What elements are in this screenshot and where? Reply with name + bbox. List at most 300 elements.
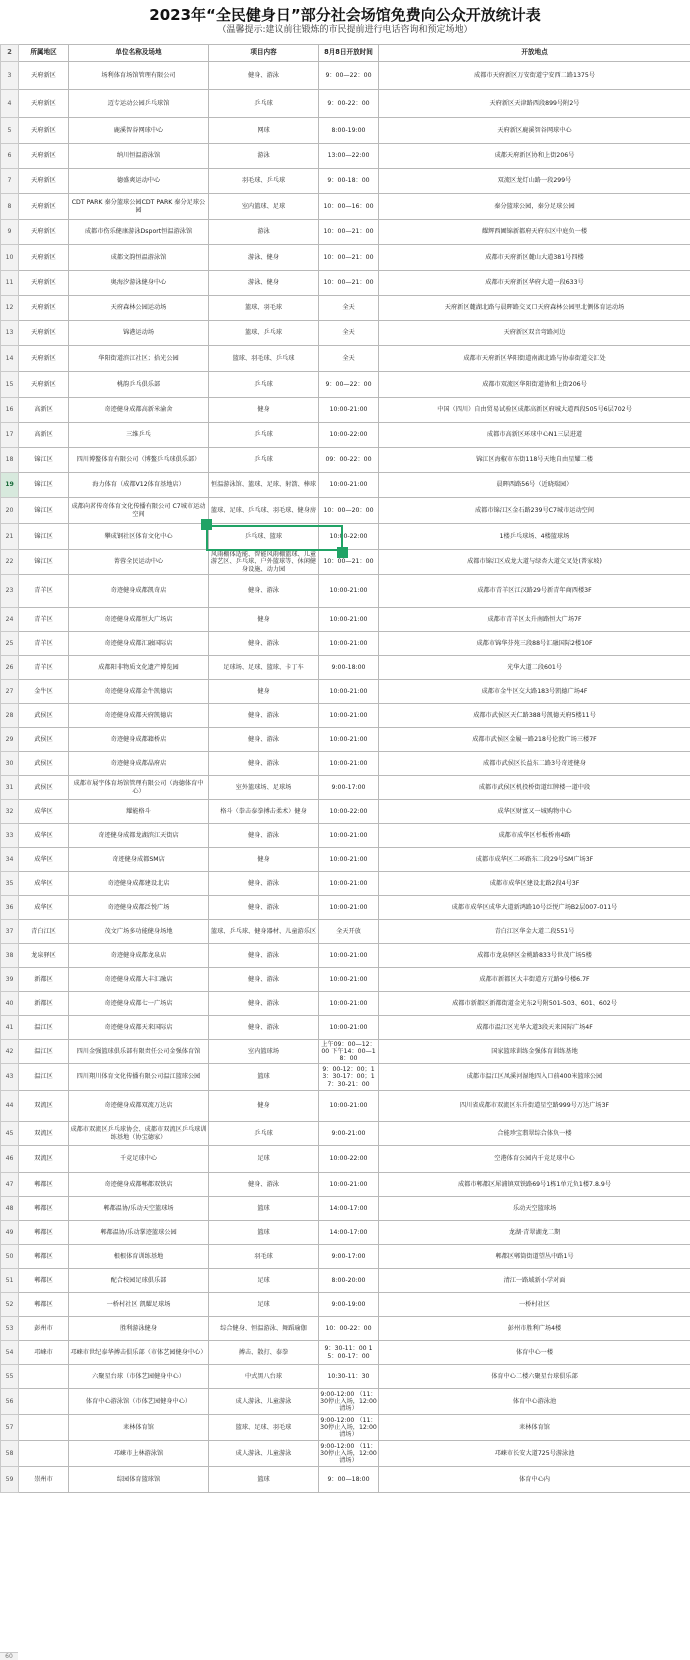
cell-place[interactable]: 成都市青羊区江汉路29号新青年商西楼3F	[379, 575, 690, 608]
row-number[interactable]: 44	[1, 1091, 19, 1122]
cell-time[interactable]: 9：00-22：00	[319, 90, 379, 118]
row-number[interactable]: 52	[1, 1293, 19, 1317]
selection-handle[interactable]	[201, 519, 212, 530]
cell-time[interactable]: 13:00—22:00	[319, 144, 379, 169]
cell-unit[interactable]: 成都文韵恒温游泳馆	[69, 245, 209, 271]
cell-unit[interactable]: 天府森林公园运动场	[69, 296, 209, 321]
cell-item[interactable]: 健身	[209, 1091, 319, 1122]
cell-area[interactable]: 锦江区	[19, 498, 69, 524]
cell-area[interactable]: 锦江区	[19, 524, 69, 550]
row-number[interactable]: 6	[1, 144, 19, 169]
cell-place[interactable]: 中国（四川）自由贸易试验区成都高新区府城大道西段505号6层702号	[379, 398, 690, 423]
cell-time[interactable]: 10：00-22：00	[319, 1317, 379, 1341]
row-number[interactable]: 14	[1, 346, 19, 372]
cell-area[interactable]	[19, 1365, 69, 1389]
cell-item[interactable]: 健身	[209, 398, 319, 423]
selection-handle[interactable]	[337, 547, 348, 558]
cell-unit[interactable]: 桃韵乒乓俱乐部	[69, 372, 209, 398]
row-number[interactable]: 16	[1, 398, 19, 423]
cell-unit[interactable]: 锦港运动场	[69, 321, 209, 346]
cell-area[interactable]	[19, 1415, 69, 1441]
cell-area[interactable]: 天府新区	[19, 90, 69, 118]
row-number[interactable]: 30	[1, 752, 19, 776]
row-number[interactable]: 27	[1, 680, 19, 704]
cell-place[interactable]: 晨晖西路56号（近晓瑞园）	[379, 473, 690, 498]
cell-time[interactable]: 10:00-21:00	[319, 872, 379, 896]
column-header-item[interactable]: 项目内容	[209, 45, 319, 62]
cell-unit[interactable]: 奇迹健身成都汇融国际店	[69, 632, 209, 656]
row-number[interactable]: 60	[0, 1652, 18, 1660]
cell-item[interactable]: 健身、游泳	[209, 632, 319, 656]
column-header-place[interactable]: 开放地点	[379, 45, 690, 62]
cell-place[interactable]: 天府新区鹿溪智谷网球中心	[379, 118, 690, 144]
cell-time[interactable]: 10:00-21:00	[319, 575, 379, 608]
cell-unit[interactable]: 配合校园足球俱乐部	[69, 1269, 209, 1293]
cell-unit[interactable]: 成都市展宇体育场馆管理有限公司（海德体育中心）	[69, 776, 209, 800]
cell-time[interactable]: 9：00-18：00	[319, 169, 379, 194]
cell-place[interactable]: 郫都区郫筒街道望丛中路1号	[379, 1245, 690, 1269]
cell-item[interactable]: 足球	[209, 1293, 319, 1317]
cell-unit[interactable]: 纳川恒温游泳馆	[69, 144, 209, 169]
row-number[interactable]: 33	[1, 824, 19, 848]
cell-item[interactable]: 健身、游泳	[209, 1173, 319, 1197]
cell-item[interactable]: 乒乓球	[209, 372, 319, 398]
cell-area[interactable]: 武侯区	[19, 704, 69, 728]
cell-item[interactable]: 乒乓球	[209, 90, 319, 118]
row-number[interactable]: 20	[1, 498, 19, 524]
cell-item[interactable]: 篮球	[209, 1064, 319, 1091]
cell-time[interactable]: 14:00-17:00	[319, 1221, 379, 1245]
row-number[interactable]: 34	[1, 848, 19, 872]
cell-unit[interactable]: 千竞足球中心	[69, 1146, 209, 1173]
cell-area[interactable]: 天府新区	[19, 62, 69, 90]
cell-unit[interactable]: 菁蓉全民运动中心	[69, 550, 209, 575]
cell-area[interactable]: 武侯区	[19, 728, 69, 752]
cell-time[interactable]: 全天	[319, 321, 379, 346]
cell-item[interactable]: 羽毛球	[209, 1245, 319, 1269]
cell-item[interactable]: 健身	[209, 680, 319, 704]
cell-place[interactable]: 合能珍宝翡翠综合体负一楼	[379, 1122, 690, 1146]
cell-time[interactable]: 10：00—21：00	[319, 245, 379, 271]
cell-area[interactable]: 天府新区	[19, 271, 69, 296]
cell-time[interactable]: 10:00-21:00	[319, 944, 379, 968]
cell-area[interactable]: 天府新区	[19, 194, 69, 220]
cell-place[interactable]: 天府新区麓湖北路与晨晖路交叉口天府森林公园里北侧体育运动场	[379, 296, 690, 321]
cell-unit[interactable]: 成都市双流区乒乓球协会、成都市双流区乒乓球训练基地（协宝德家）	[69, 1122, 209, 1146]
cell-time[interactable]: 全天开放	[319, 920, 379, 944]
cell-place[interactable]: 成都市锦江区金石路239号C7城市运动空间	[379, 498, 690, 524]
row-number[interactable]: 47	[1, 1173, 19, 1197]
cell-place[interactable]: 成都市成华区建设北路2段4号3F	[379, 872, 690, 896]
cell-time[interactable]: 9:00-17:00	[319, 776, 379, 800]
row-number[interactable]: 4	[1, 90, 19, 118]
row-number[interactable]: 50	[1, 1245, 19, 1269]
column-header-time[interactable]: 8月8日开放时间	[319, 45, 379, 62]
row-number[interactable]: 40	[1, 992, 19, 1016]
cell-place[interactable]: 成都市成华区成华大道新鸿路10号泛悦广场B2层007-011号	[379, 896, 690, 920]
cell-area[interactable]: 锦江区	[19, 448, 69, 473]
cell-place[interactable]: 成都市高新区环球中心N1三层进道	[379, 423, 690, 448]
row-number[interactable]: 5	[1, 118, 19, 144]
cell-place[interactable]: 空港体育公园内千竞足球中心	[379, 1146, 690, 1173]
cell-place[interactable]: 体育中心内	[379, 1467, 690, 1493]
cell-item[interactable]: 足球	[209, 1269, 319, 1293]
cell-time[interactable]: 10:00-21:00	[319, 632, 379, 656]
cell-unit[interactable]: 奇迹健身成都双流万达店	[69, 1091, 209, 1122]
cell-time[interactable]: 10:00-21:00	[319, 398, 379, 423]
cell-place[interactable]: 成都市温江区光华大道3段天来国际广场4F	[379, 1016, 690, 1040]
cell-place[interactable]: 成都市郫都区犀浦镇双铁路69号1栋1单元负1楼7.8.9号	[379, 1173, 690, 1197]
cell-time[interactable]: 10:00-21:00	[319, 848, 379, 872]
cell-area[interactable]: 高新区	[19, 423, 69, 448]
cell-area[interactable]: 武侯区	[19, 752, 69, 776]
cell-item[interactable]: 健身、游泳	[209, 968, 319, 992]
cell-area[interactable]: 天府新区	[19, 245, 69, 271]
row-number[interactable]: 19	[1, 473, 19, 498]
cell-time[interactable]: 10:30-11：30	[319, 1365, 379, 1389]
row-number[interactable]: 23	[1, 575, 19, 608]
cell-unit[interactable]: 奇迹健身成都晶府店	[69, 752, 209, 776]
cell-item[interactable]: 健身、游泳	[209, 575, 319, 608]
cell-item[interactable]: 健身、游泳	[209, 728, 319, 752]
cell-area[interactable]: 双流区	[19, 1122, 69, 1146]
cell-item[interactable]: 室内篮球、足球	[209, 194, 319, 220]
column-header-area[interactable]: 所属地区	[19, 45, 69, 62]
cell-time[interactable]: 9：30-11：00 15：00-17：00	[319, 1341, 379, 1365]
cell-item[interactable]: 健身、游泳	[209, 752, 319, 776]
cell-unit[interactable]: 邛崃市世纪泰华搏击俱乐部（市体艺园健身中心）	[69, 1341, 209, 1365]
cell-area[interactable]: 新都区	[19, 968, 69, 992]
cell-item[interactable]: 乒乓球	[209, 1122, 319, 1146]
cell-place[interactable]: 成都市锦华芬苑三段88号汇融国际2楼10F	[379, 632, 690, 656]
cell-item[interactable]: 恒温游泳馆、篮球、足球、射箭、棒球	[209, 473, 319, 498]
cell-time[interactable]: 10:00-22:00	[319, 1146, 379, 1173]
cell-time[interactable]: 09：00-22：00	[319, 448, 379, 473]
cell-place[interactable]: 天府新区天津路西段899号附2号	[379, 90, 690, 118]
cell-place[interactable]: 成都市温江区凤溪河湿地四入口前400米篮球公园	[379, 1064, 690, 1091]
cell-area[interactable]: 崇州市	[19, 1467, 69, 1493]
cell-unit[interactable]: 奇迹健身成都建设北店	[69, 872, 209, 896]
cell-area[interactable]: 龙泉驿区	[19, 944, 69, 968]
cell-time[interactable]: 9：00—22：00	[319, 372, 379, 398]
cell-place[interactable]: 清江一路域新小学对面	[379, 1269, 690, 1293]
cell-time[interactable]: 8:00-19:00	[319, 118, 379, 144]
cell-unit[interactable]: 奥海汐游泳健身中心	[69, 271, 209, 296]
cell-place[interactable]: 成都市新都区新都街道金光东2号附501-503、601、602号	[379, 992, 690, 1016]
cell-unit[interactable]: 迈专运动公园乒乓球馆	[69, 90, 209, 118]
cell-time[interactable]: 10:00-21:00	[319, 704, 379, 728]
row-number[interactable]: 2	[1, 45, 19, 62]
cell-place[interactable]: 光华大道二段601号	[379, 656, 690, 680]
cell-unit[interactable]: 奇迹健身成都郫都双铁店	[69, 1173, 209, 1197]
cell-place[interactable]: 成都市武侯区机投桥街道红牌楼一道中段	[379, 776, 690, 800]
cell-area[interactable]	[19, 1441, 69, 1467]
row-number[interactable]: 7	[1, 169, 19, 194]
cell-unit[interactable]: 邛崃市上林游泳馆	[69, 1441, 209, 1467]
row-number[interactable]: 3	[1, 62, 19, 90]
cell-unit[interactable]: 四川金强篮球俱乐部有限责任公司金强体育馆	[69, 1040, 209, 1064]
cell-unit[interactable]: 胜利游泳健身	[69, 1317, 209, 1341]
row-number[interactable]: 59	[1, 1467, 19, 1493]
row-number[interactable]: 21	[1, 524, 19, 550]
cell-time[interactable]: 10:00-21:00	[319, 896, 379, 920]
cell-time[interactable]: 9：00-12：00；13：30-17：00；17：30-21：00	[319, 1064, 379, 1091]
row-number[interactable]: 11	[1, 271, 19, 296]
cell-place[interactable]: 成都市武侯区长益东二路3号奇迹健身	[379, 752, 690, 776]
cell-unit[interactable]: 海力体育（成都V12体育基地店）	[69, 473, 209, 498]
cell-unit[interactable]: 奇迹健身成都泛悦广场	[69, 896, 209, 920]
cell-time[interactable]: 10:00-21:00	[319, 968, 379, 992]
cell-place[interactable]: 耀辉西圃锦新都府天府东区中庭负一楼	[379, 220, 690, 245]
cell-place[interactable]: 成都市天府新区华府大道一段633号	[379, 271, 690, 296]
cell-time[interactable]: 9:00-12:00 （11：30停止入场，12:00清场）	[319, 1415, 379, 1441]
cell-time[interactable]: 9:00-18:00	[319, 656, 379, 680]
cell-area[interactable]: 温江区	[19, 1016, 69, 1040]
cell-area[interactable]: 郫都区	[19, 1293, 69, 1317]
cell-time[interactable]: 9:00-19:00	[319, 1293, 379, 1317]
cell-unit[interactable]: 华阳街道滨江社区；拾光公园	[69, 346, 209, 372]
cell-unit[interactable]: 成都市伤乐健康游泳Dsport恒温游泳馆	[69, 220, 209, 245]
cell-item[interactable]: 健身、游泳	[209, 944, 319, 968]
cell-place[interactable]: 成都市天府新区华阳街道南湖北路与协泰街道交汇处	[379, 346, 690, 372]
cell-place[interactable]: 成都市武侯区金履一路218号伦敦广场三楼7F	[379, 728, 690, 752]
cell-item[interactable]: 足球场、足球、篮球、卡丁车	[209, 656, 319, 680]
row-number[interactable]: 38	[1, 944, 19, 968]
row-number[interactable]: 28	[1, 704, 19, 728]
row-number[interactable]: 31	[1, 776, 19, 800]
cell-item[interactable]: 中式黑八台球	[209, 1365, 319, 1389]
cell-item[interactable]: 健身、游泳	[209, 62, 319, 90]
cell-place[interactable]: 成都市成华区二环路东二段29号SM广场3F	[379, 848, 690, 872]
cell-area[interactable]: 天府新区	[19, 144, 69, 169]
cell-place[interactable]: 乐动天空篮球场	[379, 1197, 690, 1221]
cell-time[interactable]: 10：00—20：00	[319, 498, 379, 524]
cell-place[interactable]: 体育中心游泳池	[379, 1389, 690, 1415]
cell-time[interactable]: 全天	[319, 296, 379, 321]
cell-time[interactable]: 全天	[319, 346, 379, 372]
cell-unit[interactable]: 奇迹健身成都凯奇店	[69, 575, 209, 608]
cell-time[interactable]: 10:00-22:00	[319, 423, 379, 448]
cell-unit[interactable]: 耒林体育馆	[69, 1415, 209, 1441]
cell-item[interactable]: 游泳	[209, 144, 319, 169]
cell-item[interactable]: 游泳、健身	[209, 271, 319, 296]
cell-unit[interactable]: 一桥村社区 凯耀足球场	[69, 1293, 209, 1317]
cell-place[interactable]: 成都市双流区华阳街道协和上街206号	[379, 372, 690, 398]
cell-area[interactable]: 锦江区	[19, 550, 69, 575]
cell-time[interactable]: 9：00—18:00	[319, 1467, 379, 1493]
cell-place[interactable]: 成华区财富又一城购物中心	[379, 800, 690, 824]
cell-item[interactable]: 乒乓球	[209, 448, 319, 473]
cell-time[interactable]: 9:00-12:00 （11：30停止入场，12:00清场）	[319, 1441, 379, 1467]
cell-item[interactable]: 综合健身、恒温游泳、舞蹈瑜伽	[209, 1317, 319, 1341]
column-header-unit[interactable]: 单位名称及场地	[69, 45, 209, 62]
cell-place[interactable]: 成都市锦江区成龙大道与绿杏大道交叉处(普家坡)	[379, 550, 690, 575]
row-number[interactable]: 26	[1, 656, 19, 680]
cell-area[interactable]: 锦江区	[19, 473, 69, 498]
cell-item[interactable]: 健身、游泳	[209, 992, 319, 1016]
cell-area[interactable]: 郫都区	[19, 1245, 69, 1269]
row-number[interactable]: 29	[1, 728, 19, 752]
cell-area[interactable]: 青羊区	[19, 656, 69, 680]
row-number[interactable]: 25	[1, 632, 19, 656]
cell-place[interactable]: 成都市青羊区太升南路恒大广场7F	[379, 608, 690, 632]
cell-place[interactable]: 青白江区华金大道二段551号	[379, 920, 690, 944]
cell-item[interactable]: 游泳	[209, 220, 319, 245]
row-number[interactable]: 45	[1, 1122, 19, 1146]
cell-place[interactable]: 秦分篮球公园，秦分足球公园	[379, 194, 690, 220]
cell-area[interactable]: 双流区	[19, 1146, 69, 1173]
cell-area[interactable]: 天府新区	[19, 118, 69, 144]
cell-area[interactable]: 青羊区	[19, 575, 69, 608]
cell-time[interactable]: 10:00-21:00	[319, 728, 379, 752]
cell-unit[interactable]: 三维乒乓	[69, 423, 209, 448]
cell-place[interactable]: 成都市成华区杉板桥南4路	[379, 824, 690, 848]
cell-area[interactable]: 成华区	[19, 800, 69, 824]
cell-unit[interactable]: 奇迹健身成都高新米渝舍	[69, 398, 209, 423]
cell-area[interactable]: 高新区	[19, 398, 69, 423]
cell-item[interactable]: 篮球	[209, 1197, 319, 1221]
cell-unit[interactable]: 奇迹健身成都天来国际店	[69, 1016, 209, 1040]
cell-item[interactable]: 乒乓球	[209, 423, 319, 448]
cell-unit[interactable]: 奇迹健身成都龙泉店	[69, 944, 209, 968]
row-number[interactable]: 58	[1, 1441, 19, 1467]
row-number[interactable]: 9	[1, 220, 19, 245]
cell-time[interactable]: 9：00—22：00	[319, 62, 379, 90]
cell-time[interactable]: 10:00-21:00	[319, 1173, 379, 1197]
row-number[interactable]: 13	[1, 321, 19, 346]
cell-time[interactable]: 10:00-21:00	[319, 473, 379, 498]
cell-place[interactable]: 成都天府新区协和上街206号	[379, 144, 690, 169]
cell-time[interactable]: 10：00—16：00	[319, 194, 379, 220]
cell-item[interactable]: 网球	[209, 118, 319, 144]
row-number[interactable]: 43	[1, 1064, 19, 1091]
cell-unit[interactable]: 奇迹健身成都龙湖滨江天街店	[69, 824, 209, 848]
row-number[interactable]: 22	[1, 550, 19, 575]
cell-item[interactable]: 健身、游泳	[209, 1016, 319, 1040]
cell-unit[interactable]: 奇迹健身成都七一广场店	[69, 992, 209, 1016]
cell-unit[interactable]: 四川博鳌体育有限公司（博鳌乒乓球俱乐部）	[69, 448, 209, 473]
cell-place[interactable]: 锦江区海椒市东街118号天地自由星耀二楼	[379, 448, 690, 473]
cell-time[interactable]: 10:00-21:00	[319, 824, 379, 848]
cell-area[interactable]: 成华区	[19, 824, 69, 848]
row-number[interactable]: 51	[1, 1269, 19, 1293]
cell-unit[interactable]: 耀能格斗	[69, 800, 209, 824]
cell-time[interactable]: 10:00-21:00	[319, 1016, 379, 1040]
cell-area[interactable]: 彭州市	[19, 1317, 69, 1341]
cell-item[interactable]: 搏击、散打、泰拳	[209, 1341, 319, 1365]
row-number[interactable]: 15	[1, 372, 19, 398]
cell-unit[interactable]: 郫都温协/乐动掌迹篮球公园	[69, 1221, 209, 1245]
cell-unit[interactable]: 攀成钢社区体育文化中心	[69, 524, 209, 550]
cell-area[interactable]: 郫都区	[19, 1269, 69, 1293]
cell-place[interactable]: 耒林体育馆	[379, 1415, 690, 1441]
cell-area[interactable]: 天府新区	[19, 169, 69, 194]
row-number[interactable]: 48	[1, 1197, 19, 1221]
cell-area[interactable]: 新都区	[19, 992, 69, 1016]
cell-item[interactable]: 健身、游泳	[209, 896, 319, 920]
cell-area[interactable]: 成华区	[19, 896, 69, 920]
cell-area[interactable]: 青羊区	[19, 608, 69, 632]
cell-time[interactable]: 9:00-12:00 （11：30停止入场，12:00清场）	[319, 1389, 379, 1415]
cell-place[interactable]: 成都市武侯区天仁路388号凯德天府5楼11号	[379, 704, 690, 728]
cell-item[interactable]: 篮球、足球、羽毛球	[209, 1415, 319, 1441]
row-number[interactable]: 8	[1, 194, 19, 220]
cell-unit[interactable]: 奇迹健身成都籍桥店	[69, 728, 209, 752]
cell-place[interactable]: 成都市天府新区万安街道宁安西二路1375号	[379, 62, 690, 90]
cell-area[interactable]: 天府新区	[19, 296, 69, 321]
cell-unit[interactable]: 综园体育篮球馆	[69, 1467, 209, 1493]
row-number[interactable]: 41	[1, 1016, 19, 1040]
cell-item[interactable]: 足球	[209, 1146, 319, 1173]
cell-time[interactable]: 14:00-17:00	[319, 1197, 379, 1221]
cell-time[interactable]: 10：00—21：00	[319, 220, 379, 245]
row-number[interactable]: 57	[1, 1415, 19, 1441]
row-number[interactable]: 12	[1, 296, 19, 321]
cell-place[interactable]: 成都市天府新区麓山大道381号四楼	[379, 245, 690, 271]
cell-item[interactable]: 篮球、羽毛球、乒乓球	[209, 346, 319, 372]
cell-time[interactable]: 10:00-22:00	[319, 524, 379, 550]
row-number[interactable]: 46	[1, 1146, 19, 1173]
cell-item[interactable]: 健身、游泳	[209, 824, 319, 848]
cell-time[interactable]: 10:00-21:00	[319, 752, 379, 776]
cell-item[interactable]: 篮球、羽毛球	[209, 296, 319, 321]
cell-unit[interactable]: 奇迹健身成都金牛凯德店	[69, 680, 209, 704]
cell-time[interactable]: 10:00-21:00	[319, 680, 379, 704]
cell-area[interactable]: 郫都区	[19, 1221, 69, 1245]
cell-item[interactable]: 健身	[209, 608, 319, 632]
cell-area[interactable]: 天府新区	[19, 346, 69, 372]
cell-area[interactable]: 天府新区	[19, 321, 69, 346]
cell-time[interactable]: 10：00—21：00	[319, 550, 379, 575]
cell-time[interactable]: 10:00-21:00	[319, 1091, 379, 1122]
cell-area[interactable]: 青白江区	[19, 920, 69, 944]
cell-item[interactable]: 篮球	[209, 1467, 319, 1493]
row-number[interactable]: 53	[1, 1317, 19, 1341]
cell-unit[interactable]: 鹿溪智谷网球中心	[69, 118, 209, 144]
cell-item[interactable]: 成人游泳、儿童游泳	[209, 1389, 319, 1415]
cell-item[interactable]: 篮球	[209, 1221, 319, 1245]
row-number[interactable]: 18	[1, 448, 19, 473]
cell-unit[interactable]: CDT PARK 秦分篮球公园CDT PARK 秦分足球公园	[69, 194, 209, 220]
cell-time[interactable]: 10:00-22:00	[319, 800, 379, 824]
cell-place[interactable]: 彭州市胜利广场4楼	[379, 1317, 690, 1341]
row-number[interactable]: 32	[1, 800, 19, 824]
cell-place[interactable]: 成都市金牛区交大路183号凯德广场4F	[379, 680, 690, 704]
row-number[interactable]: 36	[1, 896, 19, 920]
cell-time[interactable]: 9:00-17:00	[319, 1245, 379, 1269]
cell-place[interactable]: 成都市龙泉驿区金桃路833号世茂广场5楼	[379, 944, 690, 968]
cell-area[interactable]: 成华区	[19, 848, 69, 872]
cell-time[interactable]: 10:00-21:00	[319, 608, 379, 632]
row-number[interactable]: 17	[1, 423, 19, 448]
cell-area[interactable]: 邛崃市	[19, 1341, 69, 1365]
cell-item[interactable]: 篮球、乒乓球、健身器材、儿童游乐区	[209, 920, 319, 944]
cell-unit[interactable]: 郫都温协/乐动天空篮球场	[69, 1197, 209, 1221]
cell-time[interactable]: 9:00-21:00	[319, 1122, 379, 1146]
cell-unit[interactable]: 奇迹健身成都恒大广场店	[69, 608, 209, 632]
cell-unit[interactable]: 奇迹健身成都SM店	[69, 848, 209, 872]
cell-item[interactable]: 室外篮球场、足球场	[209, 776, 319, 800]
cell-area[interactable]: 天府新区	[19, 220, 69, 245]
cell-unit[interactable]: 奇迹健身成都大丰汇融店	[69, 968, 209, 992]
cell-unit[interactable]: 场利体育场馆管理有限公司	[69, 62, 209, 90]
cell-place[interactable]: 体育中心一楼	[379, 1341, 690, 1365]
row-number[interactable]: 49	[1, 1221, 19, 1245]
cell-item[interactable]: 篮球、足球、乒乓球、羽毛球、健身房	[209, 498, 319, 524]
row-number[interactable]: 39	[1, 968, 19, 992]
cell-item[interactable]: 格斗（拳击泰拳搏击柔术）健身	[209, 800, 319, 824]
cell-area[interactable]: 温江区	[19, 1064, 69, 1091]
